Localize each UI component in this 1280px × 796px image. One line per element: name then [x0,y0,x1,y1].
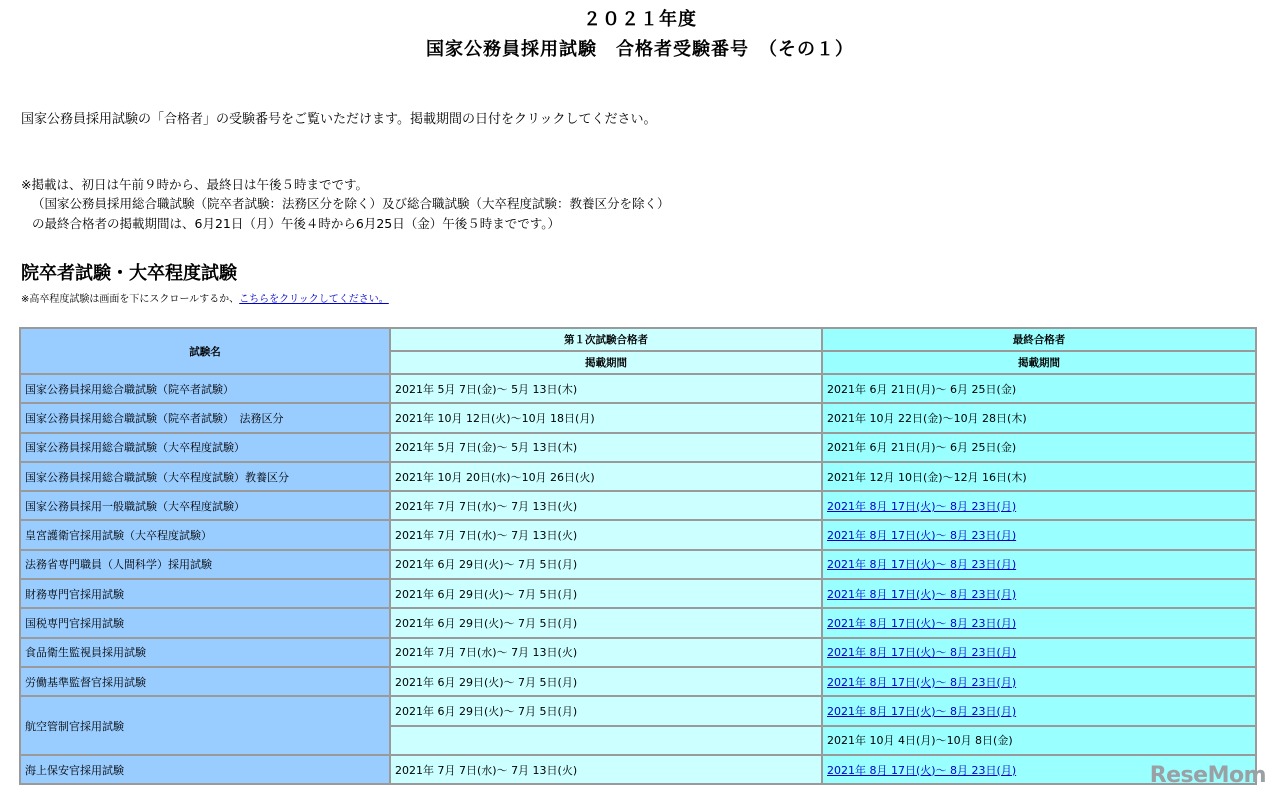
final-period-link[interactable]: 2021年 8月 17日(火)～ 8月 23日(月) [827,675,1017,689]
exam-name-cell: 皇宮護衛官採用試験（大卒程度試験） [20,520,390,549]
first-stage-period-cell: 2021年 6月 29日(火)～ 7月 5日(月) [390,696,822,725]
scroll-note [21,290,389,305]
final-period-cell: 2021年 12月 10日(金)～12月 16日(木) [822,462,1256,491]
final-period-cell: 2021年 6月 21日(月)～ 6月 25日(金) [822,374,1256,403]
final-period-cell [822,667,1256,696]
exam-name-cell: 財務専門官採用試験 [20,579,390,608]
final-period-link[interactable]: 2021年 8月 17日(火)～ 8月 23日(月) [827,617,1017,631]
first-stage-period-cell: 2021年 10月 20日(水)～10月 26日(火) [390,462,822,491]
final-period-cell [822,579,1256,608]
table-row [20,579,1256,608]
notice-line-3: の最終合格者の掲載期間は、6月21日（月）午後４時から6月25日（金）午後５時までです。） [32,216,560,231]
final-period-cell: 2021年 10月 22日(金)～10月 28日(木) [822,403,1256,432]
header-first-period: 掲載期間 [390,351,822,374]
final-period-cell [822,638,1256,667]
first-stage-period-cell: 2021年 6月 29日(火)～ 7月 5日(月) [390,550,822,579]
table-row [20,638,1256,667]
table-row [20,550,1256,579]
exam-name-cell: 国家公務員採用一般職試験（大卒程度試験） [20,491,390,520]
intro-text: 国家公務員採用試験の「合格者」の受験番号をご覧いただけます。掲載期間の日付をクリックしてください。 [21,112,657,127]
header-first-stage: 第１次試験合格者 [390,328,822,351]
table-row [20,696,1256,725]
first-stage-period-cell-empty [390,726,822,755]
final-period-cell: 2021年 6月 21日(月)～ 6月 25日(金) [822,433,1256,462]
first-stage-period-cell: 2021年 10月 12日(火)～10月 18日(月) [390,403,822,432]
first-stage-period-cell: 2021年 7月 7日(水)～ 7月 13日(火) [390,755,822,784]
final-period-cell [822,520,1256,549]
table-row [20,462,1256,491]
final-period-link[interactable]: 2021年 8月 17日(火)～ 8月 23日(月) [827,499,1017,513]
exam-name-cell: 海上保安官採用試験 [20,755,390,784]
exam-name-cell: 国税専門官採用試験 [20,608,390,637]
table-row [20,374,1256,403]
first-stage-period-cell: 2021年 6月 29日(火)～ 7月 5日(月) [390,667,822,696]
schedule-table [19,327,1257,785]
schedule-table-body [20,374,1256,784]
first-stage-period-cell: 2021年 7月 7日(水)～ 7月 13日(火) [390,520,822,549]
header-exam-name: 試験名 [20,328,390,374]
exam-name-cell: 食品衛生監視員採用試験 [20,638,390,667]
first-stage-period-cell: 2021年 7月 7日(水)～ 7月 13日(火) [390,638,822,667]
exam-name-cell: 法務省専門職員（人間科学）採用試験 [20,550,390,579]
exam-name-cell: 国家公務員採用総合職試験（大卒程度試験）教養区分 [20,462,390,491]
final-period-cell: 2021年 10月 4日(月)～10月 8日(金) [822,726,1256,755]
final-period-link[interactable]: 2021年 8月 17日(火)～ 8月 23日(月) [827,763,1017,777]
page-title: 国家公務員採用試験 合格者受験番号 （その１） [426,39,854,60]
table-row [20,608,1256,637]
header-final-period: 掲載期間 [822,351,1256,374]
notice-line-1: ※掲載は、初日は午前９時から、最終日は午後５時までです。 [21,177,368,192]
resemom-logo: ReseMom [1149,763,1266,788]
exam-name-cell: 国家公務員採用総合職試験（大卒程度試験） [20,433,390,462]
scroll-note-text: ※高卒程度試験は画面を下にスクロールするか、 [21,294,240,305]
header-final: 最終合格者 [822,328,1256,351]
final-period-cell [822,491,1256,520]
table-row [20,755,1256,784]
final-period-link[interactable]: 2021年 8月 17日(火)～ 8月 23日(月) [827,529,1017,543]
exam-name-cell: 航空管制官採用試験 [20,696,390,755]
final-period-link[interactable]: 2021年 8月 17日(火)～ 8月 23日(月) [827,704,1017,718]
final-period-link[interactable]: 2021年 8月 17日(火)～ 8月 23日(月) [827,587,1017,601]
exam-name-cell: 国家公務員採用総合職試験（院卒者試験） [20,374,390,403]
page-title-year: ２０２１年度 [583,9,697,30]
table-row [20,520,1256,549]
final-period-link[interactable]: 2021年 8月 17日(火)～ 8月 23日(月) [827,646,1017,660]
table-row [20,433,1256,462]
first-stage-period-cell: 2021年 5月 7日(金)～ 5月 13日(木) [390,433,822,462]
first-stage-period-cell: 2021年 6月 29日(火)～ 7月 5日(月) [390,579,822,608]
first-stage-period-cell: 2021年 7月 7日(水)～ 7月 13日(火) [390,491,822,520]
final-period-cell [822,608,1256,637]
table-row [20,491,1256,520]
final-period-cell [822,550,1256,579]
final-period-link[interactable]: 2021年 8月 17日(火)～ 8月 23日(月) [827,558,1017,572]
table-row [20,667,1256,696]
table-row [20,403,1256,432]
high-school-exam-link[interactable]: こちらをクリックしてください。 [239,294,389,305]
exam-name-cell: 国家公務員採用総合職試験（院卒者試験） 法務区分 [20,403,390,432]
final-period-cell [822,696,1256,725]
first-stage-period-cell: 2021年 6月 29日(火)～ 7月 5日(月) [390,608,822,637]
exam-name-cell: 労働基準監督官採用試験 [20,667,390,696]
first-stage-period-cell: 2021年 5月 7日(金)～ 5月 13日(木) [390,374,822,403]
section-title: 院卒者試験・大卒程度試験 [21,263,237,284]
notice-line-2: （国家公務員採用総合職試験（院卒者試験：法務区分を除く）及び総合職試験（大卒程度試験：教養区分を除く） [32,196,670,211]
